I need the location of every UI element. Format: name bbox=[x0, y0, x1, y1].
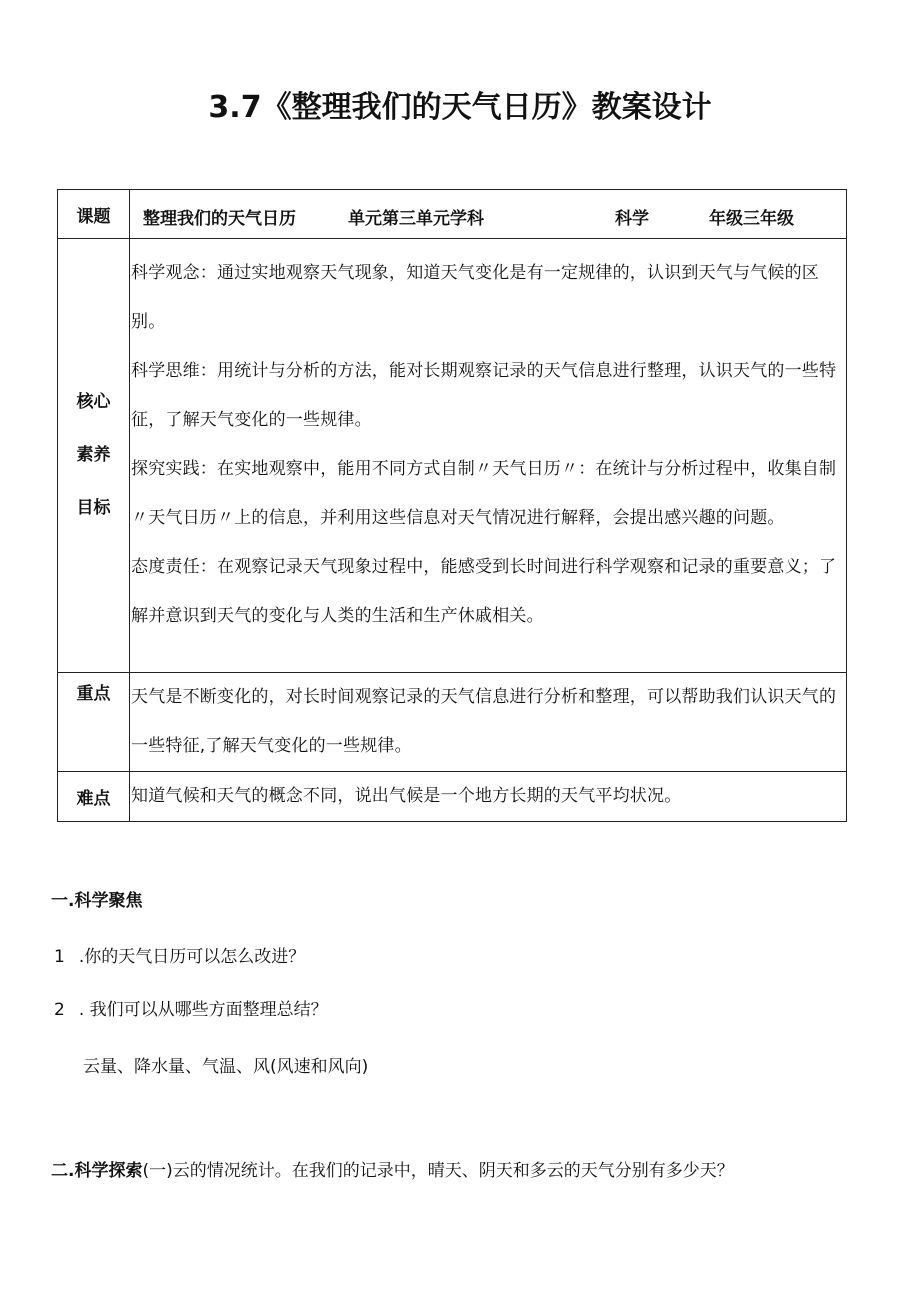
core-label-line-1: 核心 bbox=[76, 392, 111, 412]
question-2-number: 2 bbox=[54, 1000, 65, 1020]
core-label-line-3: 目标 bbox=[76, 498, 111, 518]
table-row-header bbox=[58, 190, 847, 239]
lesson-plan-table bbox=[57, 189, 847, 822]
difficulty-cell bbox=[130, 772, 847, 822]
grade-info: 年级三年级 bbox=[709, 209, 794, 229]
question-1-text: .你的天气日历可以怎么改进？ bbox=[78, 947, 306, 967]
core-goals-cell bbox=[130, 239, 847, 673]
document-title: 3.7《整理我们的天气日历》教案设计 bbox=[208, 90, 712, 125]
key-point-text: 天气是不断变化的，对长时间观察记录的天气信息进行分析和整理，可以帮助我们认识天气的一些特征,了解天气变化的一些规律。 bbox=[131, 687, 837, 756]
core-label-line-2: 素养 bbox=[76, 445, 111, 465]
unit-info: 单元第三单元学科 bbox=[348, 209, 484, 229]
table-row-key bbox=[58, 673, 847, 772]
table-row-core bbox=[58, 239, 847, 673]
question-1-number: 1 bbox=[54, 947, 65, 967]
question-2-answer: 云量、降水量、气温、风(风速和风向) bbox=[83, 1057, 369, 1077]
goal-scientific-concept: 科学观念：通过实地观察天气现象，知道天气变化是有一定规律的，认识到天气与气候的区别。 bbox=[131, 263, 819, 332]
question-2-text: . 我们可以从哪些方面整理总结？ bbox=[78, 1000, 328, 1020]
section1-heading: 一.科学聚焦 bbox=[51, 891, 143, 911]
goal-scientific-thinking: 科学思维：用统计与分析的方法，能对长期观察记录的天气信息进行整理，认识天气的一些特征，了解天气变化的一些规律。 bbox=[131, 361, 837, 430]
label-topic: 课题 bbox=[58, 190, 130, 239]
key-point-cell bbox=[130, 673, 847, 772]
question-2 bbox=[54, 995, 328, 1020]
difficulty-text: 知道气候和天气的概念不同，说出气候是一个地方长期的天气平均状况。 bbox=[131, 786, 682, 806]
header-info-cell bbox=[130, 190, 847, 239]
goal-inquiry-practice: 探究实践：在实地观察中，能用不同方式自制〃天气日历〃：在统计与分析过程中，收集自制〃天气日历〃上的信息，并利用这些信息对天气情况进行解释，会提出感兴趣的问题。 bbox=[131, 459, 837, 528]
lesson-name: 整理我们的天气日历 bbox=[143, 209, 296, 229]
question-1 bbox=[54, 942, 305, 967]
label-core-goals bbox=[58, 239, 130, 673]
section2 bbox=[51, 1156, 734, 1181]
section2-heading: 二.科学探索 bbox=[51, 1161, 143, 1181]
label-difficulty: 难点 bbox=[58, 772, 130, 822]
table-row-difficulty bbox=[58, 772, 847, 822]
section2-text: (一)云的情况统计。在我们的记录中，晴天、阴天和多云的天气分别有多少天？ bbox=[142, 1161, 734, 1181]
subject-value: 科学 bbox=[615, 209, 649, 229]
label-key-point: 重点 bbox=[58, 673, 130, 772]
goal-attitude-responsibility: 态度责任：在观察记录天气现象过程中，能感受到长时间进行科学观察和记录的重要意义；了解并意识到天气的变化与人类的生活和生产休戚相关。 bbox=[131, 557, 837, 626]
